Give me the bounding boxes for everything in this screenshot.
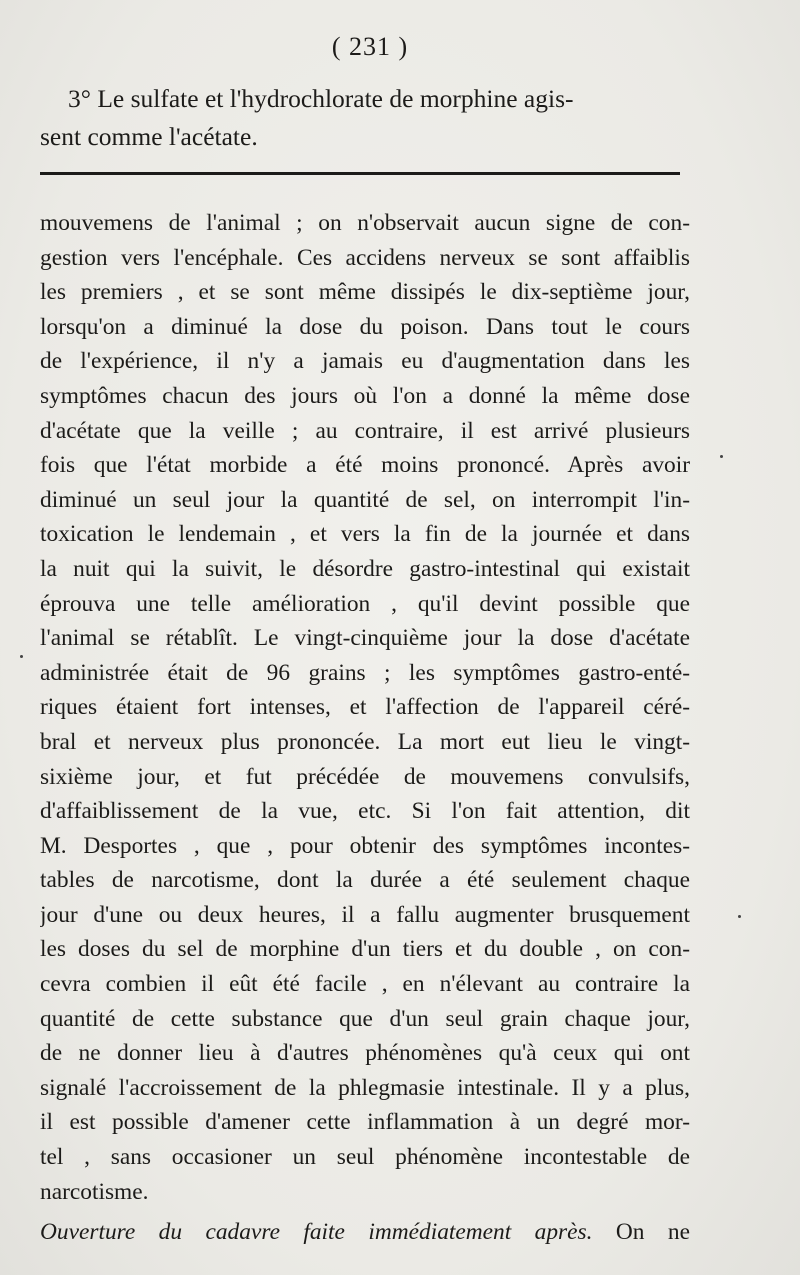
text-line: toxication le lendemain , et vers la fin de la journée et dans [40, 521, 690, 548]
text-line: tel , sans occasioner un seul phénomène incontestable de [40, 1144, 690, 1171]
text-line: il est possible d'amener cette inflammation à un degré mor- [40, 1109, 690, 1136]
text-line: M. Desportes , que , pour obtenir des symptômes incontes- [40, 832, 690, 859]
text-line: diminué un seul jour la quantité de sel, on interrompit l'in- [40, 486, 690, 513]
text-line: éprouva une telle amélioration , qu'il devint possible que [40, 590, 690, 617]
text-line: l'animal se rétablît. Le vingt-cinquième jour la dose d'acétate [40, 625, 690, 652]
text-line: de ne donner lieu à d'autres phénomènes qu'à ceux qui ont [40, 1040, 690, 1067]
section-heading: Ouverture du cadavre faite immédiatement après. [40, 1219, 593, 1246]
top-paragraph [40, 80, 680, 156]
text-line: quantité de cette substance que d'un seul grain chaque jour, [40, 1005, 690, 1032]
page-number: ( 231 ) [331, 32, 409, 61]
text-line: tables de narcotisme, dont la durée a été seulement chaque [40, 867, 690, 894]
text-line: jour d'une ou deux heures, il a fallu augmenter brusquement [40, 901, 690, 928]
paper-speck [720, 455, 723, 458]
text-line: cevra combien il eût été facile , en n'élevant au contraire la [40, 971, 690, 998]
text-line: sixième jour, et fut précédée de mouvemens convulsifs, [40, 763, 690, 790]
text-line: riques étaient fort intenses, et l'affection de l'appareil céré- [40, 694, 690, 721]
text-line: mouvemens de l'animal ; on n'observait aucun signe de con- [40, 210, 690, 236]
text-line: d'affaiblissement de la vue, etc. Si l'on fait attention, dit [40, 798, 690, 825]
text-line: symptômes chacun des jours où l'on a donné la même dose [40, 382, 690, 409]
top-paragraph-line: 3° Le sulfate et l'hydrochlorate de morphine agis- [68, 84, 574, 113]
text-line: administrée était de 96 grains ; les symptômes gastro-enté- [40, 659, 690, 686]
text-line: fois que l'état morbide a été moins prononcé. Après avoir [40, 452, 690, 479]
text-line: de l'expérience, il n'y a jamais eu d'augmentation dans les [40, 348, 690, 375]
text-line: les premiers , et se sont même dissipés le dix-septième jour, [40, 279, 690, 306]
text-line: les doses du sel de morphine d'un tiers et du double , on con- [40, 936, 690, 963]
top-paragraph-line: sent comme l'acétate. [40, 122, 258, 151]
text-line: d'acétate que la veille ; au contraire, il est arrivé plusieurs [40, 417, 690, 444]
section-heading-line [40, 1215, 690, 1250]
text-line: gestion vers l'encéphale. Ces accidens nerveux se sont affaiblis [40, 244, 690, 271]
text-line: narcotisme. [40, 1178, 149, 1205]
section-divider [40, 172, 680, 175]
text-line: bral et nerveux plus prononcée. La mort eut lieu le vingt- [40, 728, 690, 755]
text-line: lorsqu'on a diminué la dose du poison. Dans tout le cours [40, 313, 690, 340]
body-paragraph [40, 206, 690, 1250]
section-heading-continuation: On ne [592, 1219, 690, 1246]
text-line: signalé l'accroissement de la phlegmasie intestinale. Il y a plus, [40, 1074, 690, 1101]
paper-speck [20, 655, 23, 658]
paper-speck [738, 915, 741, 918]
text-line: la nuit qui la suivit, le désordre gastro-intestinal qui existait [40, 555, 690, 582]
